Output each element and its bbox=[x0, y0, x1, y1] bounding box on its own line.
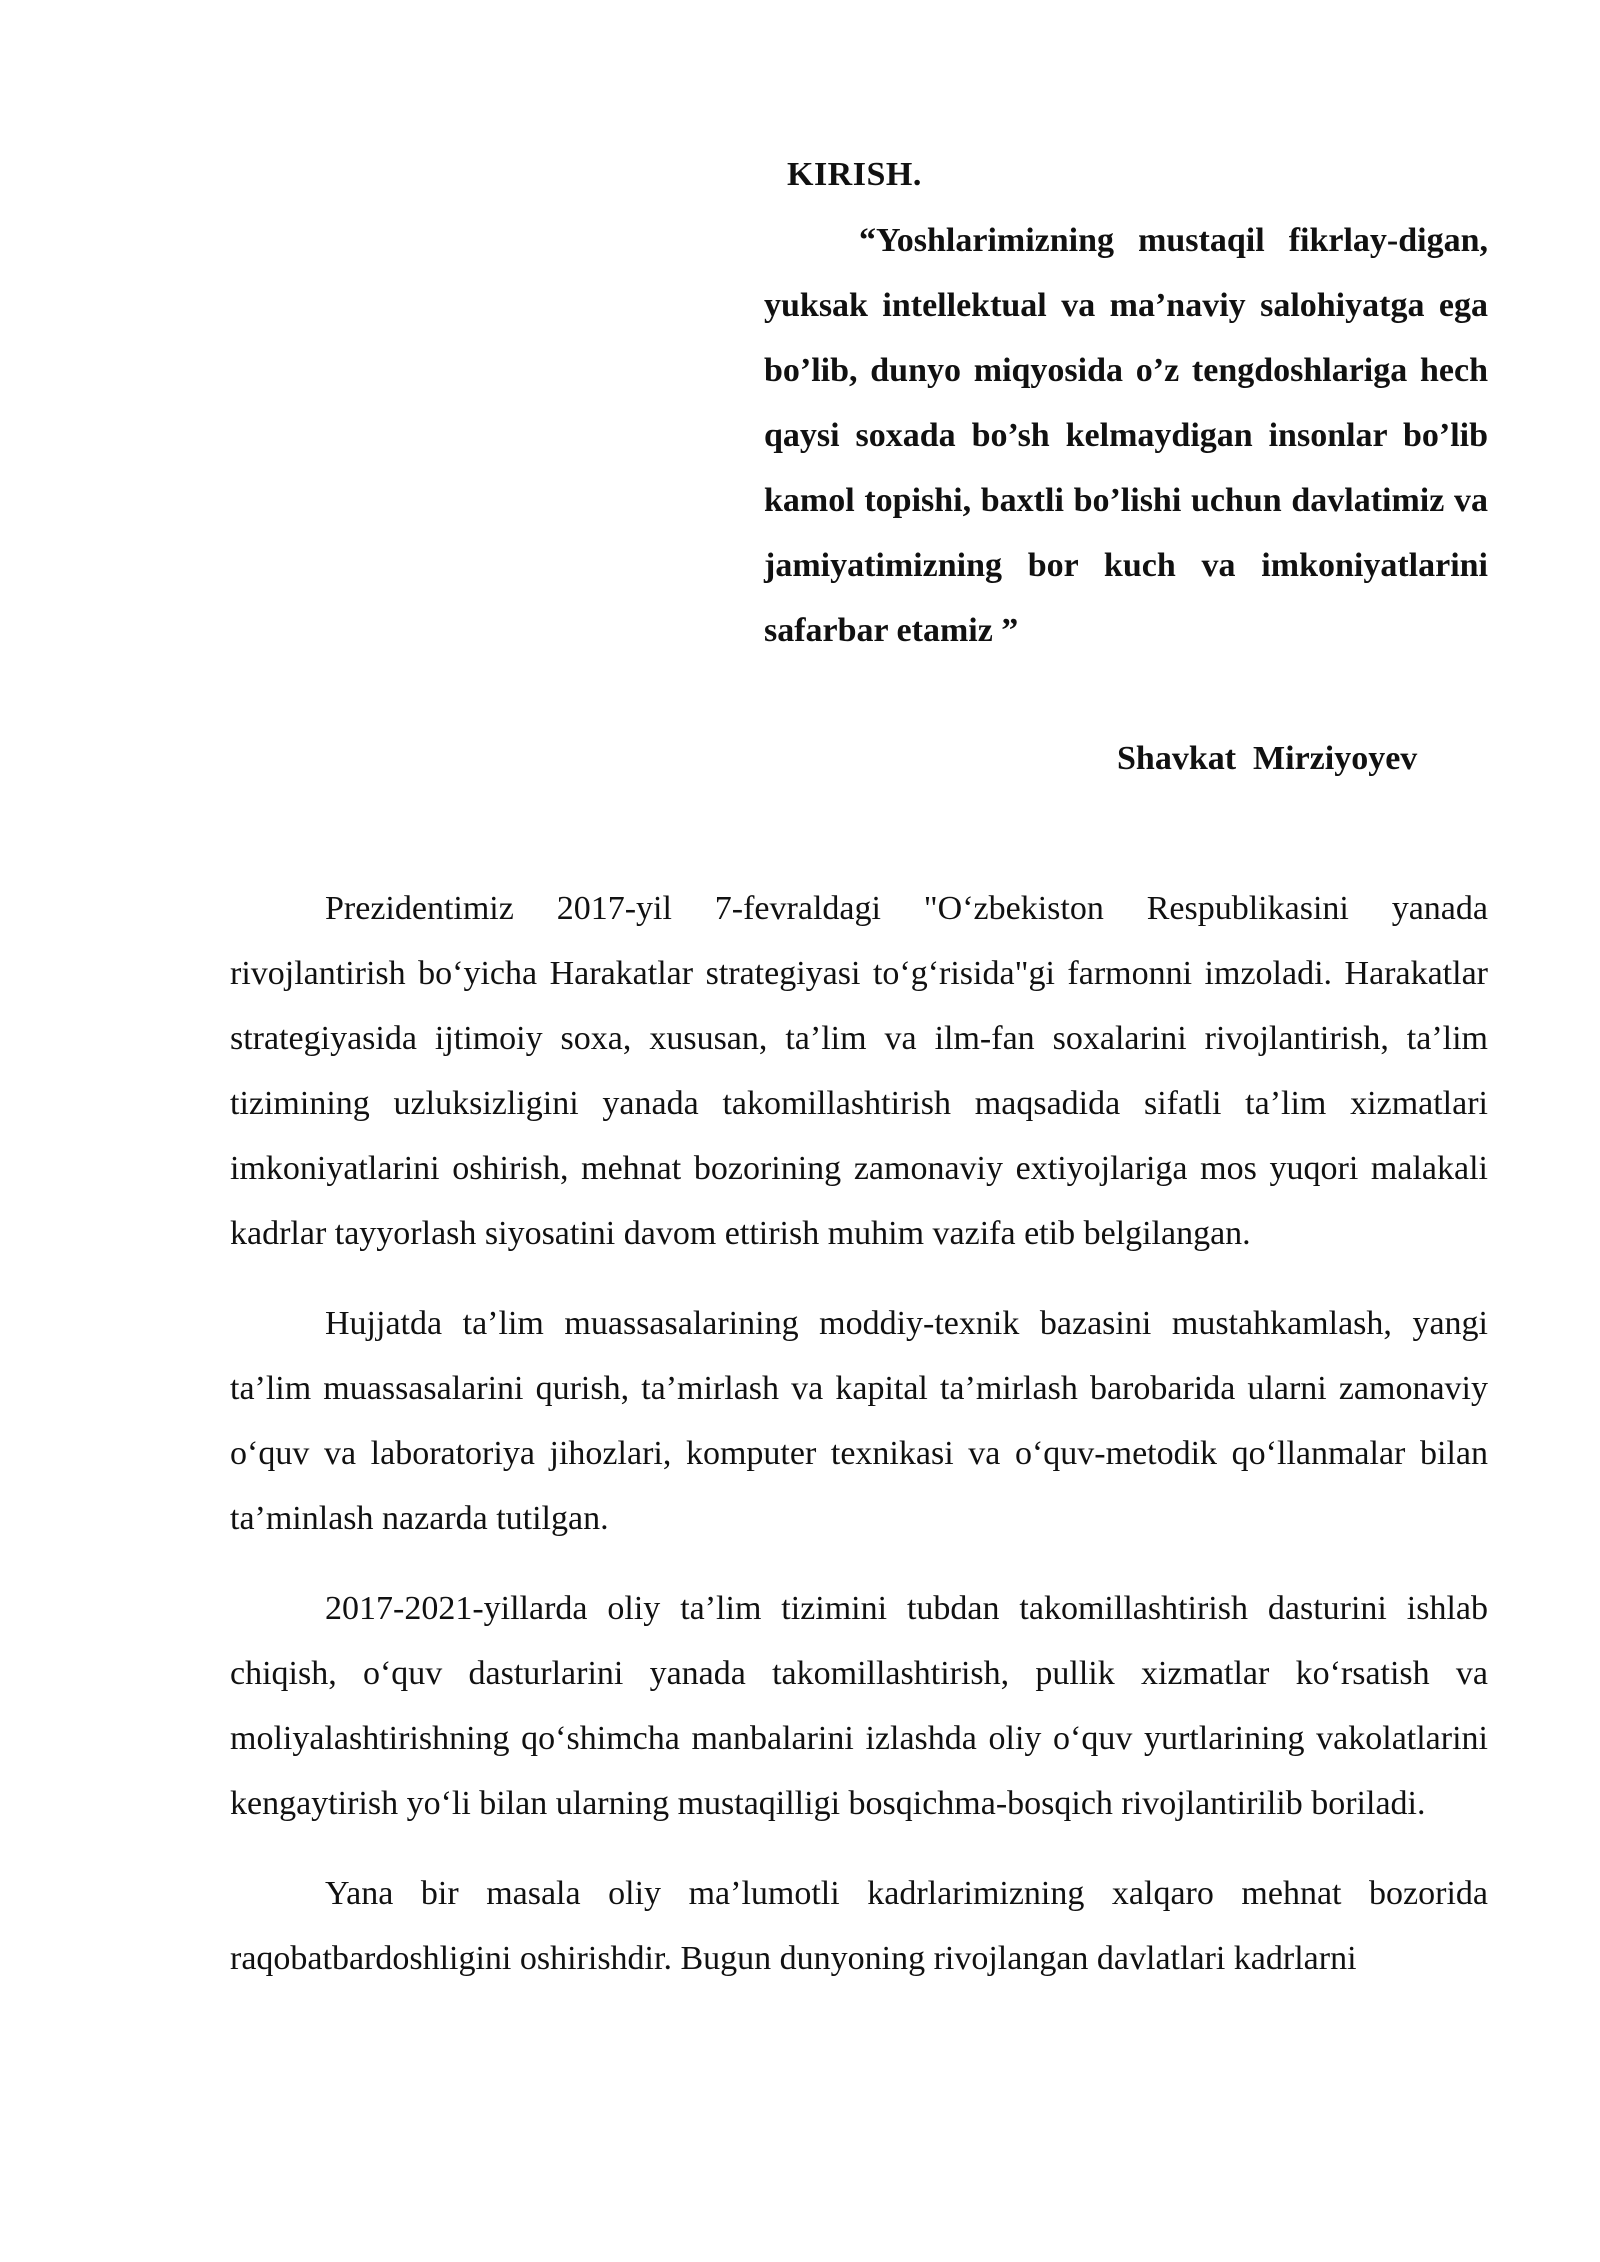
paragraph: 2017-2021-yillarda oliy ta’lim tizimini tubdan takomillashtirish dasturini ishlab chiqish, o‘quv dasturlarini yanada takomillashtirish, pullik xizmatlar ko‘rsatish va moliyalashtirishning qo‘shimcha manbalarini izlashda oliy o‘quv yurtlarining vakolatlarini kengaytirish yo‘li bilan ularning mustaqilligi bosqichma-bosqich rivojlantirilib boriladi. bbox=[230, 1590, 1488, 1822]
paragraph: Yana bir masala oliy ma’lumotli kadrlarimizning xalqaro mehnat bozorida raqobatbardoshligini oshirishdir. Bugun dunyoning rivojlangan davlatlari kadrlarni bbox=[230, 1875, 1488, 1977]
paragraph: Hujjatda ta’lim muassasalarining moddiy-texnik bazasini mustahkamlash, yangi ta’lim muassasalarini qurish, ta’mirlash va kapital ta’mirlash barobarida ularni zamonaviy o‘quv va laboratoriya jihozlari, komputer texnikasi va o‘quv-metodik qo‘llanmalar bilan ta’minlash nazarda tutilgan. bbox=[230, 1305, 1488, 1537]
epigraph-quote: “Yoshlarimizning mustaqil fikrlay-digan, yuksak intellektual va ma’naviy salohiyatga ega bo’lib, dunyo miqyosida o’z tengdoshlariga hech qaysi soxada bo’sh kelmaydigan insonlar bo’lib kamol topishi, baxtli bo’lishi uchun davlatimiz va jamiyatimizning bor kuch va imkoniyatlarini safarbar etamiz ” bbox=[764, 222, 1488, 649]
body-text bbox=[230, 876, 1488, 2016]
paragraph: Prezidentimiz 2017-yil 7-fevraldagi "O‘zbekiston Respublikasini yanada rivojlantirish bo‘yicha Harakatlar strategiyasi to‘g‘risida"gi farmonni imzoladi. Harakatlar strategiyasida ijtimoiy soxa, xususan, ta’lim va ilm-fan soxalarini rivojlantirish, ta’lim tizimining uzluksizligini yanada takomillashtirish maqsadida sifatli ta’lim xizmatlari imkoniyatlarini oshirish, mehnat bozorining zamonaviy extiyojlariga mos yuqori malakali kadrlar tayyorlash siyosatini davom ettirish muhim vazifa etib belgilangan. bbox=[230, 890, 1488, 1252]
page-heading: KIRISH. bbox=[787, 156, 922, 193]
epigraph-author: Shavkat Mirziyoyev bbox=[1117, 740, 1418, 777]
